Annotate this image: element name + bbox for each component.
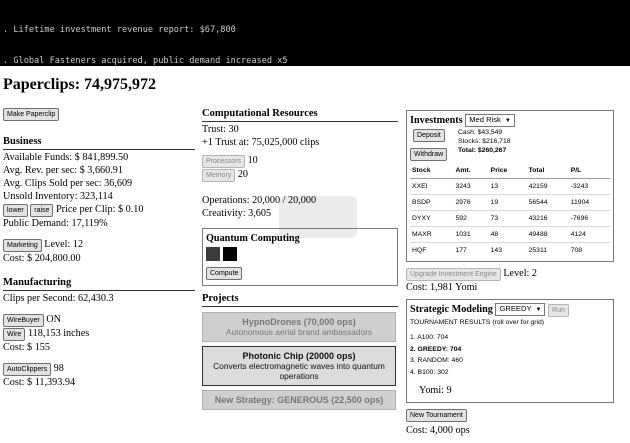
table-header-cell: Price	[489, 163, 527, 179]
result-item: 1. A100: 704	[410, 334, 449, 342]
table-cell: 2976	[453, 195, 488, 211]
marketing-level: Level: 12	[44, 239, 84, 250]
stocks-table	[410, 163, 610, 258]
table-row	[410, 211, 610, 227]
wire-inches: 118,153 inches	[27, 328, 90, 339]
table-cell: XXEI	[410, 179, 453, 195]
deposit-button[interactable]: Deposit	[413, 129, 445, 142]
investments-buttons	[410, 128, 458, 161]
risk-select-value: Med Risk	[469, 115, 501, 125]
wire-cost: Cost: $ 155	[3, 342, 50, 353]
wirebuyer-state: ON	[46, 314, 61, 325]
strategy-select-value: GREEDY	[499, 304, 532, 314]
tournament-cost: Cost: 4,000 ops	[406, 425, 470, 437]
chevron-down-icon: ▼	[504, 118, 511, 125]
table-cell: -3243	[569, 179, 610, 195]
table-cell: 43216	[527, 211, 569, 227]
memory-button[interactable]: Memory	[202, 169, 235, 182]
wire-button[interactable]: Wire	[3, 328, 25, 341]
projects-heading: Projects	[202, 292, 398, 307]
table-cell: 56544	[527, 195, 569, 211]
withdraw-button[interactable]: Withdraw	[410, 148, 447, 161]
upgrade-investment-engine-button[interactable]: Upgrade Investment Engine	[406, 268, 501, 281]
project-card[interactable]	[202, 312, 396, 342]
tournament-results	[410, 332, 610, 378]
trust: Trust: 30	[202, 124, 239, 135]
table-cell: 592	[453, 211, 488, 227]
investments-panel	[406, 110, 614, 262]
console-line: . Global Fasteners acquired, public demand increased x5	[3, 56, 288, 66]
strategic-modeling-panel	[406, 299, 614, 403]
unsold-inventory: Unsold Inventory: 323,114	[3, 191, 113, 202]
investments-totals	[458, 128, 511, 161]
table-header-row	[410, 163, 610, 179]
wirebuyer-row	[3, 313, 195, 327]
table-row	[410, 227, 610, 243]
project-title: Photonic Chip (20000 ops)	[242, 351, 356, 361]
manufacturing-heading: Manufacturing	[3, 276, 195, 291]
result-item: 4. B100: 302	[410, 368, 449, 376]
table-cell: 177	[453, 243, 488, 259]
lower-price-button[interactable]: lower	[3, 204, 28, 217]
strategic-header-row	[410, 303, 610, 317]
autoclippers-button[interactable]: AutoClippers	[3, 363, 51, 376]
stocks-table-body	[410, 179, 610, 259]
new-tournament-button[interactable]: New Tournament	[406, 409, 467, 422]
public-demand: Public Demand: 17,119%	[3, 218, 108, 229]
creativity: Creativity: 3,605	[202, 208, 272, 219]
autoclippers-count: 98	[53, 363, 64, 374]
table-cell: DYXY	[410, 211, 453, 227]
right-column	[406, 110, 614, 437]
risk-select[interactable]	[465, 114, 515, 127]
new-tournament-row	[406, 408, 614, 422]
strategy-select[interactable]	[495, 303, 545, 316]
table-cell: 42159	[527, 179, 569, 195]
table-cell: 4124	[569, 227, 610, 243]
tournament-results-title: TOURNAMENT RESULTS (roll over for grid)	[410, 319, 545, 327]
raise-price-button[interactable]: raise	[30, 204, 53, 217]
project-card[interactable]	[202, 390, 396, 410]
make-paperclip-button[interactable]: Make Paperclip	[3, 108, 59, 121]
quantum-chips	[206, 247, 394, 265]
engine-level: Level: 2	[503, 268, 537, 280]
project-description: Converts electromagnetic waves into quantum operations	[213, 361, 385, 381]
quantum-chip	[223, 247, 237, 261]
table-cell: 48	[489, 227, 527, 243]
left-column	[3, 107, 195, 389]
table-cell: 143	[489, 243, 527, 259]
table-cell: 3243	[453, 179, 488, 195]
stocks-value: Stocks: $216,718	[458, 138, 511, 146]
table-cell: 19	[489, 195, 527, 211]
autoclippers-cost: Cost: $ 11,393.94	[3, 377, 76, 388]
console-line: . Lifetime investment revenue report: $67,800	[3, 25, 236, 36]
table-header-cell: Stock	[410, 163, 453, 179]
available-funds: Available Funds: $ 841,899.50	[3, 152, 129, 163]
table-header-cell: P/L	[569, 163, 610, 179]
price-per-clip: Price per Clip: $ 0.10	[56, 204, 144, 215]
project-title: New Strategy: GENEROUS (22,500 ops)	[214, 395, 384, 405]
total-value: Total: $260,267	[458, 147, 507, 155]
table-cell: 13	[489, 179, 527, 195]
table-cell: BSDP	[410, 195, 453, 211]
table-row	[410, 179, 610, 195]
avg-revenue: Avg. Rev. per sec: $ 3,660.91	[3, 165, 123, 176]
engine-cost: Cost: 1,981 Yomi	[406, 282, 478, 294]
memory-row	[202, 168, 398, 182]
marketing-cost: Cost: $ 204,800.00	[3, 253, 81, 264]
marketing-button[interactable]: Marketing	[3, 239, 42, 252]
business-heading: Business	[3, 135, 195, 150]
table-cell: HQF	[410, 243, 453, 259]
price-row	[3, 203, 195, 217]
marketing-row	[3, 238, 195, 252]
table-row	[410, 195, 610, 211]
table-cell: MAXR	[410, 227, 453, 243]
compute-button[interactable]: Compute	[206, 267, 242, 280]
processors-button[interactable]: Processors	[202, 155, 245, 168]
clips-per-second: Clips per Second: 62,430.3	[3, 293, 114, 304]
investments-summary	[410, 128, 610, 161]
table-cell: 49488	[527, 227, 569, 243]
quantum-heading: Quantum Computing	[206, 233, 300, 244]
quantum-computing-panel	[202, 228, 398, 286]
next-trust: +1 Trust at: 75,025,000 clips	[202, 137, 320, 148]
investment-engine-row	[406, 267, 614, 281]
table-header-cell: Total	[527, 163, 569, 179]
result-item: 2. GREEDY: 704	[410, 345, 462, 353]
yomi: Yomi: 9	[419, 385, 452, 397]
strategic-modeling-heading: Strategic Modeling	[410, 304, 493, 316]
investments-header-row	[410, 114, 610, 127]
event-console	[0, 0, 630, 66]
wire-row	[3, 327, 195, 341]
table-cell: 73	[489, 211, 527, 227]
table-cell: 11904	[569, 195, 610, 211]
run-button[interactable]: Run	[548, 304, 569, 317]
avg-clips-sold: Avg. Clips Sold per sec: 36,609	[3, 178, 133, 189]
project-title: HypnoDrones (70,000 ops)	[242, 317, 356, 327]
computational-resources-heading: Computational Resources	[202, 107, 398, 122]
processors-row	[202, 154, 398, 168]
chevron-down-icon: ▼	[535, 307, 542, 314]
result-item: 3. RANDOM: 460	[410, 357, 463, 365]
processors-value: 10	[247, 155, 258, 166]
table-header-cell: Amt.	[453, 163, 488, 179]
quantum-chip	[206, 247, 220, 261]
cash-value: Cash: $43,549	[458, 129, 503, 137]
table-cell: 25311	[527, 243, 569, 259]
table-cell: -7696	[569, 211, 610, 227]
table-row	[410, 243, 610, 259]
memory-value: 20	[237, 169, 249, 180]
table-cell: 708	[569, 243, 610, 259]
table-cell: 1031	[453, 227, 488, 243]
operations: Operations: 20,000 / 20,000	[202, 195, 317, 206]
project-description: Autonomous aerial brand ambassadors	[225, 327, 373, 337]
investments-heading: Investments	[410, 115, 463, 126]
autoclippers-row	[3, 362, 195, 376]
paperclip-count: Paperclips: 74,975,972	[3, 76, 157, 93]
project-card[interactable]	[202, 346, 396, 386]
middle-column	[202, 107, 398, 414]
wirebuyer-button[interactable]: WireBuyer	[3, 314, 44, 327]
